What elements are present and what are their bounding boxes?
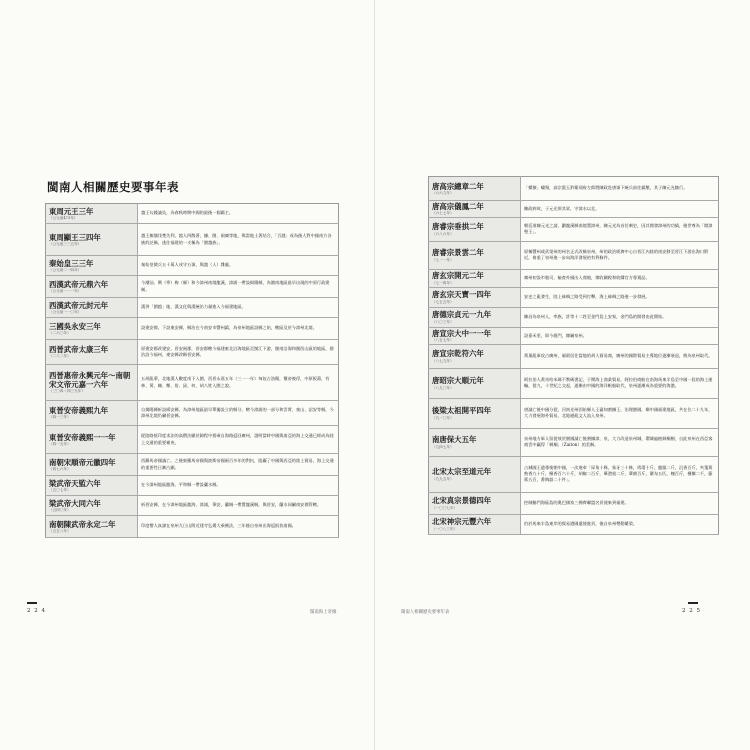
era-year: （九四七年）	[432, 444, 454, 449]
era-name: 唐宣宗乾符六年	[432, 349, 484, 359]
timeline-row	[46, 365, 339, 401]
era-name: 東周顯王三四年	[49, 232, 101, 242]
era-cell	[429, 217, 521, 241]
right-page	[375, 0, 750, 750]
event-description: 陳政病故，子元光領其眾，守漳水以北。	[521, 201, 719, 218]
era-year: （一〇八三年）	[432, 526, 458, 531]
timeline-row	[46, 276, 339, 298]
timeline-row	[429, 201, 719, 218]
timeline-row	[429, 177, 719, 201]
era-cell	[46, 516, 138, 538]
event-description: 廣州初設市舶司，檢查外國出入商舶，徵收關稅和收購官方專賣品。	[521, 269, 719, 287]
era-name: 北宋神宗元豐六年	[432, 517, 492, 527]
era-name: 梁武帝大同六年	[49, 498, 101, 508]
era-year: （八七九年）	[432, 358, 454, 363]
timeline-row	[46, 204, 339, 224]
era-year: （公元前一一〇年）	[49, 309, 82, 314]
era-name: 唐玄宗開元二年	[432, 271, 484, 281]
era-cell	[429, 201, 521, 218]
timeline-table-right	[428, 176, 719, 535]
era-cell	[46, 224, 138, 256]
timeline-row	[429, 287, 719, 307]
era-name: 西晉惠帝永興元年～南朝宋文帝元嘉一六年	[49, 370, 131, 390]
era-year: （四一五年）	[49, 441, 71, 446]
event-description: 印度僧人真諦在泉州九日山附近建寺弘揚大乘佛法，三年後自泉州出海返抵扶南國。	[138, 516, 339, 538]
timeline-row	[429, 492, 719, 514]
era-cell	[429, 514, 521, 534]
event-description: 原稱豐州或武榮州的州名正式改稱泉州，州的政治經濟中心自晉江內陸的南安移至晉江下游出海口附近，倚重了泉州進一步向海洋發展的有利條件。	[521, 241, 719, 269]
era-name: 北宋真宗景德四年	[432, 496, 492, 506]
timeline-table-left	[45, 203, 339, 538]
era-name: 梁武帝天監六年	[49, 478, 101, 488]
event-description: 安史之亂發生，陸上絲綢之路受到打擊，海上絲綢之路進一步發展。	[521, 287, 719, 307]
event-description: 秦始皇徵兵五十萬人戍守五嶺，與越（人）雜處。	[138, 256, 339, 276]
era-name: 唐昭宗大順元年	[432, 376, 484, 386]
era-year: （二六〇年）	[49, 330, 71, 335]
event-description: 伯於馬來半島東岸的貿易港國遣使進貢，後自泉州帶動繁榮。	[521, 514, 719, 534]
era-name: 唐睿宗景雲二年	[432, 248, 484, 258]
era-cell	[429, 327, 521, 344]
timeline-row	[429, 217, 719, 241]
era-cell	[46, 318, 138, 340]
era-name: 東晉安帝義熙一一年	[49, 432, 116, 442]
era-cell	[46, 340, 138, 365]
event-description: 漢併「閩越」地，漢文化與漢統治力量進入今福建地區。	[138, 298, 339, 318]
event-description: 陳昌為泉州人，率族，許等十二姓至金門島上安家，金門島的開發由此開始。	[521, 307, 719, 327]
left-page	[0, 0, 374, 750]
event-description: 占城國王遣專使朝中國，一次進奉「犀角十株，象牙三十株，玳瑁十斤，龍腦二斤，沉香百斤，夾箋黃熟香九十斤，檀香百六十斤，胡椒二百斤，蓽澄茄二斤，蕈菌百斤，繁布五匹，槐百斤，檳榔二千，藤蓆五百，番陶器二十件」。	[521, 456, 719, 492]
timeline-row	[46, 454, 339, 476]
timeline-row	[429, 456, 719, 492]
era-name: 南朝陳武帝永定二年	[49, 519, 116, 529]
era-year: （七一四年）	[432, 280, 454, 285]
era-year: （七五五年）	[432, 299, 454, 304]
timeline-row	[46, 426, 339, 454]
event-description: 越王勾踐滅吳，為春秋時期中國的最後一個霸主。	[138, 204, 339, 224]
event-description: 黃巢亂軍攻占廣州，屠殺居住當地的胡人貿易商，廣州的國際貿易主導地位逐漸衰退，換為泉州取代。	[521, 344, 719, 368]
era-cell	[46, 256, 138, 276]
timeline-row	[429, 398, 719, 428]
event-description: 五胡亂華，北地漢人數度南下入閩，西晉永嘉五年（三一一年）匈奴占洛陽，懷帝被俘，中原板蕩，有林、黃、陳、鄭、詹、邱、何、胡八姓入閩之說。	[138, 365, 339, 401]
timeline-row	[429, 241, 719, 269]
era-year: （四一三年）	[49, 415, 71, 420]
era-cell	[429, 456, 521, 492]
event-description: 析晉安縣，在今漳州地區龍海，漳浦，華安，蘭城一帶置龍溪縣，與晉安，蘭水同屬南安郡管轄。	[138, 496, 339, 516]
era-name: 西晉武帝太康三年	[49, 345, 109, 355]
era-cell	[46, 204, 138, 224]
page-number-mark	[27, 602, 37, 604]
timeline-row	[429, 514, 719, 534]
era-cell	[429, 307, 521, 327]
running-head-right: 閩南人相關歷史要事年表	[401, 610, 450, 615]
era-name: 唐高宗儀鳳二年	[432, 202, 484, 211]
era-year: （六七七年）	[432, 211, 454, 216]
event-description: 原建安郡改建安，晉安兩郡，晉安郡轄今福建東北沿海地區至閩江下游，閩南沿海和閩西山區的地區，郡治設今福州，東安縣改稱晉安縣。	[138, 340, 339, 365]
era-name: 秦始皇三三年	[49, 258, 94, 268]
era-name: 南唐保大五年	[432, 435, 477, 445]
page-title: 閩南人相關歷史要事年表	[47, 180, 179, 194]
era-cell	[429, 241, 521, 269]
era-year: （公元前二一四年）	[49, 267, 82, 272]
era-year: （六八六年）	[432, 231, 454, 236]
timeline-row	[429, 269, 719, 287]
event-description: 西羅馬帝國滅亡。之後東羅馬帝國與波斯帝國兩百多年的對抗，阻礙了中國與西亞的陸上貿易，海上交通的重要性日漸凸顯。	[138, 454, 339, 476]
era-year: （七一一年）	[432, 257, 454, 262]
era-year: （五〇七年）	[49, 487, 71, 492]
era-name: 三國吳永安三年	[49, 321, 101, 331]
timeline-row	[46, 476, 339, 496]
era-name: 東晉安帝義熙九年	[49, 406, 109, 416]
event-description: 泉州地方軍人留從效於閩國滅亡後割據漳，泉，大力改造泉州城，環城遍植刺桐樹，自此泉州在西亞客商雲中贏得「刺桐」（Zaiton）的美稱。	[521, 428, 719, 456]
event-description: 「蠻獠」嘯聚，高宗派玉鈐衛翊府左郎將陳政赴唐嶺下統兵前往鎮壓，其子陳元光隨行。	[521, 177, 719, 201]
event-description: 阿拉伯人黃奇哈米瑪不教碼書記，于鬧海上商業貿易，阿拉伯商船在南海馬來半島至中國一段的海上運輸，從九，十世紀之交起，逐漸由中國的海洋帆船取代，泉州逐漸成為重要的海港。	[521, 368, 719, 398]
era-name: 唐睿宗垂拱二年	[432, 222, 484, 232]
event-description: 朝廷准陳元光之請，劃龍溪縣南境置漳州，陳元光為首任刺史，因其開發漳州的功績，後世尊為「開漳聖王」。	[521, 217, 719, 241]
era-year: （五四〇年）	[49, 507, 71, 512]
event-description: 今潮汕、興（寧）梅（縣）和今漳州南境龍溪，漳浦一帶設揭陽縣，為閩南地區最早出現的中原行政建制。	[138, 276, 339, 298]
era-cell	[429, 398, 521, 428]
event-description: 在今漳州地區龍海，平和縣一帶設蘭水縣。	[138, 476, 339, 496]
timeline-row	[46, 318, 339, 340]
era-cell	[46, 365, 138, 401]
event-description: 設嘉禾里，即今廈門，隸屬泉州。	[521, 327, 719, 344]
era-year: （八五七年）	[432, 338, 454, 343]
era-name: 南朝宋順帝元徽四年	[49, 457, 116, 467]
era-name: 西漢武帝元封元年	[49, 300, 109, 310]
running-head-left: 閩南海上奇緣	[310, 610, 337, 615]
era-name: 北宋太宗至道元年	[432, 467, 492, 477]
timeline-row	[429, 307, 719, 327]
timeline-row	[429, 368, 719, 398]
era-name: 後梁太祖開平四年	[432, 406, 492, 416]
era-year: （六六九年）	[432, 190, 454, 195]
era-year: （九一〇年）	[432, 415, 454, 420]
era-name: 唐宣宗大中一一年	[432, 328, 492, 338]
era-cell	[46, 476, 138, 496]
timeline-row	[46, 298, 339, 318]
page-number-right: 2 2 5	[682, 608, 701, 614]
era-cell	[46, 298, 138, 318]
timeline-row	[429, 327, 719, 344]
era-year: （二八二年）	[49, 354, 71, 359]
era-cell	[46, 276, 138, 298]
page-number-left: 2 2 4	[27, 608, 46, 614]
era-cell	[429, 492, 521, 514]
era-year: （九九五年）	[432, 476, 454, 481]
era-year: （公元前三三五年）	[49, 241, 82, 246]
era-year: （八九〇年）	[432, 385, 454, 390]
era-cell	[46, 426, 138, 454]
event-description: 唐滅亡後中國分裂，河南光州固始縣人王審知割據王，治理閩國，鄰中國福建地區，共在位二十九年，大力發展海外貿易，北地避亂文人流入泉州。	[521, 398, 719, 428]
event-description: 設建安郡，下設東安縣，縣治在今南安市豐州鎮，為泉州地區設縣之始，轄區及於今漳州北境。	[138, 318, 339, 340]
timeline-row	[46, 224, 339, 256]
era-cell	[46, 454, 138, 476]
era-cell	[429, 269, 521, 287]
era-cell	[429, 428, 521, 456]
era-name: 西漢武帝元鼎六年	[49, 279, 109, 289]
era-cell	[429, 344, 521, 368]
era-cell	[46, 401, 138, 426]
era-year: （三〇四～四三九年）	[49, 389, 85, 394]
timeline-row	[46, 340, 339, 365]
era-year: （公元前一一一年）	[49, 288, 82, 293]
era-cell	[429, 287, 521, 307]
era-cell	[46, 496, 138, 516]
timeline-row	[46, 516, 339, 538]
event-description: 自揭陽縣析設綏安縣，為漳州地區最早單獨設立的縣分，轄今漳浦的一部分和雲霄、東山、詔安等縣，今漳州北境仍屬晉安縣。	[138, 401, 339, 426]
era-cell	[429, 177, 521, 201]
event-description: 越王無彊伐楚失利，越人四散著，據、閩、兩廣等地，與當地土著結合，「百越」成為後人對中國南方各族的泛稱，逃往福建的一支稱為「閩越族」。	[138, 224, 339, 256]
era-cell	[429, 368, 521, 398]
timeline-row	[429, 428, 719, 456]
timeline-row	[46, 496, 339, 516]
page-number-mark	[688, 602, 698, 604]
era-year: （四七六年）	[49, 466, 71, 471]
era-year: （五五八年）	[49, 528, 71, 533]
era-year: （公元前473年）	[49, 215, 78, 220]
era-name: 唐玄宗天寶一四年	[432, 290, 492, 300]
timeline-row	[46, 401, 339, 426]
event-description: 控制錫門海區島的奧巴國家三佛齊聯盟名貢使來到福建。	[521, 492, 719, 514]
era-name: 唐德宗貞元一九年	[432, 310, 492, 320]
era-name: 東周元王三年	[49, 206, 94, 216]
event-description: 從陸路抵印度求法的高僧法顯於歸程中搭乘自海路返回廣州，證明當時中國與南亞的海上交通已經成為陸上交通的重要補充。	[138, 426, 339, 454]
timeline-row	[46, 256, 339, 276]
era-year: （八〇三年）	[432, 319, 454, 324]
era-name: 唐高宗總章二年	[432, 181, 484, 191]
timeline-row	[429, 344, 719, 368]
era-year: （一〇〇七年）	[432, 505, 458, 510]
